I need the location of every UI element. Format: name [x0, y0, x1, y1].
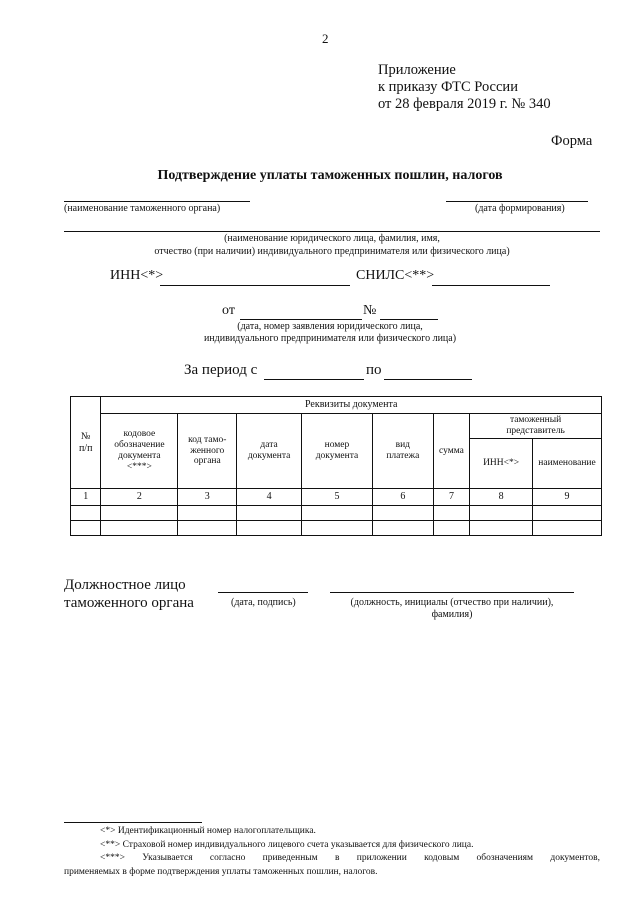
snils-label: СНИЛС<**> [356, 268, 435, 283]
official-label [64, 576, 194, 612]
table-row [71, 521, 602, 536]
from-label: от [222, 303, 235, 318]
date-signature-hint: (дата, подпись) [231, 597, 296, 608]
col-number: 3 [178, 489, 237, 506]
footnote-2: <**> Страховой номер индивидуального лицевого счета указывается для физического лица. [100, 839, 474, 850]
document-title: Подтверждение уплаты таможенных пошлин, налогов [157, 168, 503, 183]
entity-hint-line-2: отчество (при наличии) индивидуального предпринимателя или физического лица) [154, 246, 510, 257]
col-number: 8 [470, 489, 533, 506]
number-label: № [363, 303, 377, 318]
customs-body-hint: (наименование таможенного органа) [64, 203, 221, 214]
footnote-separator [64, 822, 202, 823]
col-sum-header: сумма [433, 414, 469, 489]
inn-field-line [160, 285, 350, 286]
footnotes [64, 825, 600, 879]
appendix-line-1: Приложение [378, 62, 456, 78]
col-rep-inn-header: ИНН<*> [470, 439, 533, 489]
col-doc-number-header: номер документа [302, 414, 373, 489]
official-line-2: таможенного органа [64, 595, 194, 611]
inn-label: ИНН<*> [110, 268, 164, 283]
application-hint-line-1: (дата, номер заявления юридического лица, [237, 321, 423, 332]
col-number: 2 [101, 489, 178, 506]
col-number: 1 [71, 489, 101, 506]
official-line-1: Должностное лицо [64, 577, 186, 593]
col-doc-date-header: дата документа [237, 414, 302, 489]
footnote-3-line-2: применяемых в форме подтверждения уплаты таможенных пошлин, налогов. [64, 866, 378, 877]
date-formed-hint: (дата формирования) [475, 203, 565, 214]
col-number: 7 [433, 489, 469, 506]
col-payment-type-header: вид платежа [372, 414, 433, 489]
period-to-label: по [366, 362, 382, 378]
position-hint-line-2: фамилия) [431, 609, 473, 620]
appendix-line-3: от 28 февраля 2019 г. № 340 [378, 96, 551, 112]
period-label: За период с [184, 362, 258, 378]
col-customs-code-header: код тамо- женного органа [178, 414, 237, 489]
col-code-header: кодовое обозначение документа <***> [101, 414, 178, 489]
period-start-line [264, 379, 364, 380]
col-num-header: № п/п [71, 397, 101, 489]
application-date-line [240, 319, 362, 320]
footnote-3-line-1: <***> Указывается согласно приведенным в приложении кодовым обозначениям документов, [100, 853, 600, 863]
period-end-line [384, 379, 472, 380]
snils-field-line [432, 285, 550, 286]
footnote-1: <*> Идентификационный номер налогоплательщика. [100, 826, 316, 836]
requisites-table [70, 396, 602, 536]
col-number: 6 [372, 489, 433, 506]
col-number: 5 [302, 489, 373, 506]
col-rep-header: таможенный представитель [470, 414, 602, 439]
customs-body-line [64, 201, 250, 202]
col-number: 4 [237, 489, 302, 506]
application-hint-line-2: индивидуального предпринимателя или физического лица) [203, 333, 457, 344]
page-number: 2 [322, 31, 329, 46]
group-header: Реквизиты документа [101, 397, 602, 414]
form-label: Форма [551, 133, 593, 149]
entity-name-line [64, 231, 600, 232]
entity-hint-line-1: (наименование юридического лица, фамилия, имя, [224, 233, 440, 244]
signature-line [218, 592, 308, 593]
date-formed-line [446, 201, 588, 202]
application-number-line [380, 319, 438, 320]
table-row [71, 506, 602, 521]
appendix-block [378, 62, 551, 113]
position-line [330, 592, 574, 593]
col-number: 9 [533, 489, 602, 506]
position-hint-line-1: (должность, инициалы (отчество при наличии), [350, 597, 554, 608]
appendix-line-2: к приказу ФТС России [378, 79, 518, 95]
col-rep-name-header: наименование [533, 439, 602, 489]
